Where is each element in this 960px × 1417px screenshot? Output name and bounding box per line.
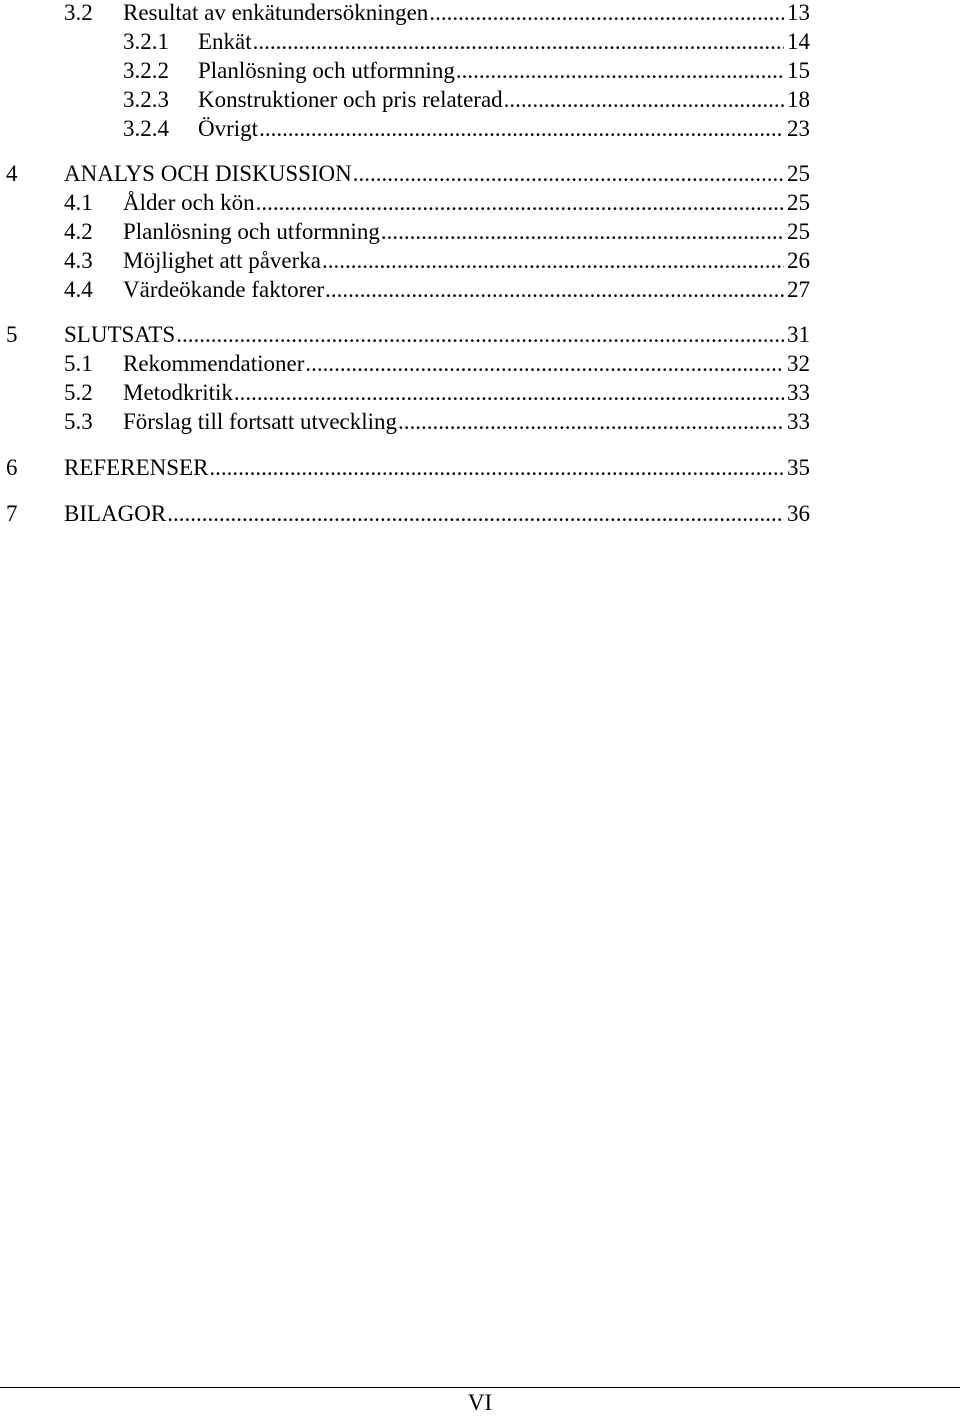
toc-entry-number: 4.3 — [64, 248, 93, 273]
dot-leader — [353, 159, 784, 188]
toc-entry-page: 13 — [787, 0, 810, 25]
toc-entry-6[interactable] — [6, 453, 810, 482]
toc-entry-number: 4.2 — [64, 219, 93, 244]
toc-entry-title: Resultat av enkätundersökningen — [123, 0, 429, 25]
toc-entry-4-3[interactable] — [64, 246, 810, 275]
dot-leader — [398, 407, 784, 436]
dot-leader — [325, 275, 784, 304]
toc-entry-title: BILAGOR — [64, 501, 167, 526]
toc-entry-number: 5.1 — [64, 351, 93, 376]
toc-entry-5-3[interactable] — [64, 407, 810, 436]
toc-entry-3-2-4[interactable] — [123, 114, 810, 143]
toc-entry-title: Värdeökande faktorer — [123, 277, 325, 302]
toc-entry-title: Övrigt — [198, 116, 259, 141]
toc-entry-title: Rekommendationer — [123, 351, 305, 376]
toc-entry-title: Planlösning och utformning — [123, 219, 380, 244]
toc-entry-page: 25 — [787, 219, 810, 244]
toc-entry-number: 3.2.2 — [123, 58, 169, 83]
footer-divider — [0, 1387, 960, 1388]
dot-leader — [381, 217, 784, 246]
dot-leader — [167, 499, 784, 528]
toc-entry-5[interactable] — [6, 320, 810, 349]
dot-leader — [429, 0, 784, 27]
toc-entry-title: SLUTSATS — [64, 322, 176, 347]
dot-leader — [256, 188, 784, 217]
toc-entry-number: 4.1 — [64, 190, 93, 215]
dot-leader — [504, 85, 784, 114]
toc-entry-page: 25 — [787, 190, 810, 215]
page-number: VI — [467, 1390, 493, 1415]
toc-entry-title: Ålder och kön — [123, 190, 255, 215]
toc-entry-5-2[interactable] — [64, 378, 810, 407]
toc-entry-page: 18 — [787, 87, 810, 112]
toc-entry-3-2[interactable] — [64, 0, 810, 27]
toc-entry-number: 5.3 — [64, 409, 93, 434]
dot-leader — [305, 349, 784, 378]
dot-leader — [209, 453, 784, 482]
toc-entry-title: Metodkritik — [123, 380, 233, 405]
toc-entry-3-2-2[interactable] — [123, 56, 810, 85]
dot-leader — [234, 378, 784, 407]
toc-entry-number: 5 — [6, 322, 18, 347]
toc-entry-page: 26 — [787, 248, 810, 273]
toc-entry-page: 35 — [787, 455, 810, 480]
toc-entry-page: 23 — [787, 116, 810, 141]
toc-entry-3-2-1[interactable] — [123, 27, 810, 56]
toc-entry-page: 25 — [787, 161, 810, 186]
toc-entry-number: 3.2 — [64, 0, 93, 25]
toc-entry-title: Konstruktioner och pris relaterad — [198, 87, 503, 112]
toc-entry-number: 6 — [6, 455, 18, 480]
toc-entry-page: 31 — [787, 322, 810, 347]
toc-entry-4-2[interactable] — [64, 217, 810, 246]
toc-entry-number: 3.2.1 — [123, 29, 169, 54]
toc-entry-page: 36 — [787, 501, 810, 526]
toc-entry-4-4[interactable] — [64, 275, 810, 304]
toc-entry-page: 14 — [787, 29, 810, 54]
dot-leader — [259, 114, 784, 143]
toc-entry-page: 33 — [787, 409, 810, 434]
toc-entry-5-1[interactable] — [64, 349, 810, 378]
toc-entry-page: 33 — [787, 380, 810, 405]
dot-leader — [176, 320, 784, 349]
toc-entry-number: 4 — [6, 161, 18, 186]
dot-leader — [253, 27, 784, 56]
toc-entry-title: Förslag till fortsatt utveckling — [123, 409, 398, 434]
toc-entry-number: 3.2.3 — [123, 87, 169, 112]
toc-entry-3-2-3[interactable] — [123, 85, 810, 114]
toc-entry-page: 27 — [787, 277, 810, 302]
toc-entry-page: 32 — [787, 351, 810, 376]
toc-entry-title: ANALYS OCH DISKUSSION — [64, 161, 352, 186]
toc-entry-title: REFERENSER — [64, 455, 209, 480]
dot-leader — [456, 56, 784, 85]
toc-entry-7[interactable] — [6, 499, 810, 528]
toc-entry-number: 7 — [6, 501, 18, 526]
toc-entry-page: 15 — [787, 58, 810, 83]
toc-entry-title: Planlösning och utformning — [198, 58, 455, 83]
toc-entry-number: 4.4 — [64, 277, 93, 302]
toc-entry-title: Möjlighet att påverka — [123, 248, 321, 273]
dot-leader — [322, 246, 784, 275]
toc-entry-number: 3.2.4 — [123, 116, 169, 141]
toc-entry-number: 5.2 — [64, 380, 93, 405]
toc-entry-4[interactable] — [6, 159, 810, 188]
toc-entry-4-1[interactable] — [64, 188, 810, 217]
toc-entry-title: Enkät — [198, 29, 252, 54]
